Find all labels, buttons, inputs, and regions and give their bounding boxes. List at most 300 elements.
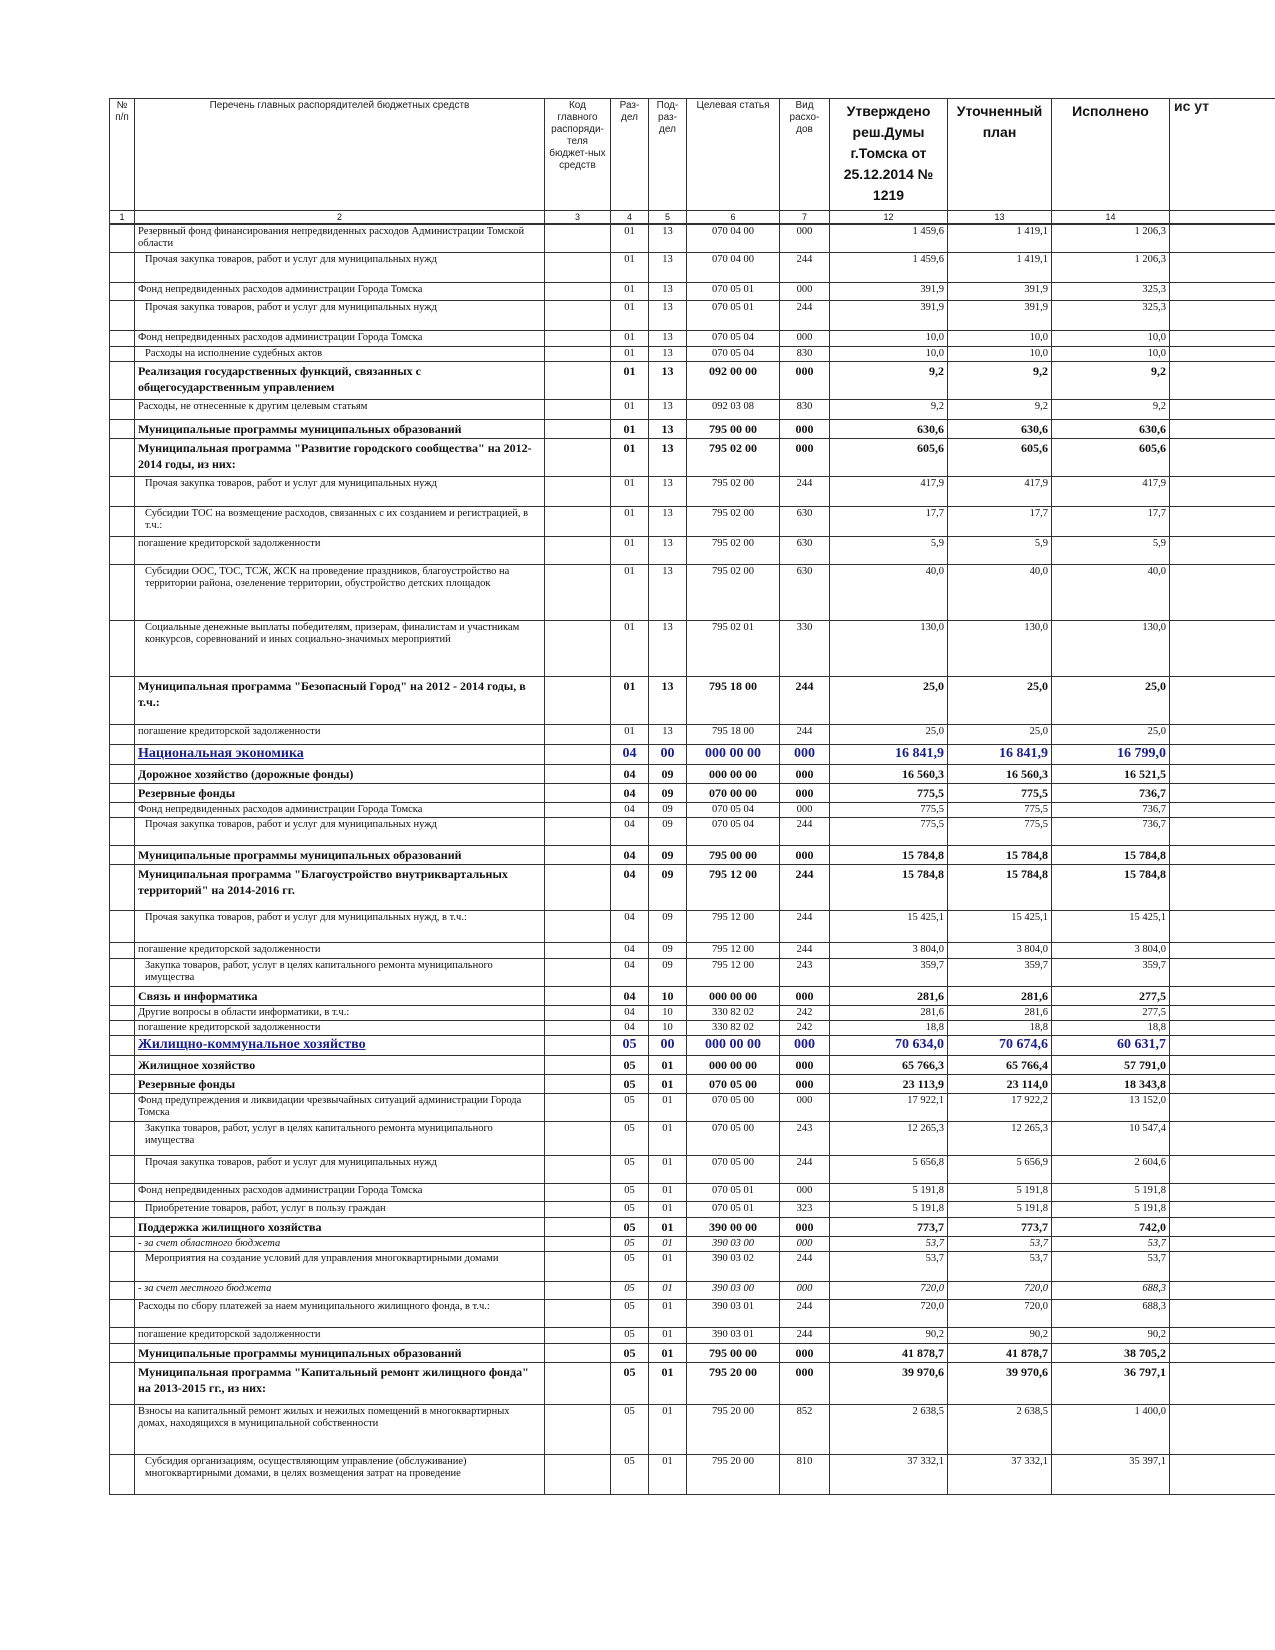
header-cut: ис ут: [1170, 99, 1275, 211]
row-target: 795 20 00: [687, 1404, 780, 1454]
row-vid: 243: [780, 1121, 830, 1155]
row-approved: 17,7: [830, 506, 948, 536]
row-refined: 359,7: [948, 958, 1052, 986]
row-podrazdel: 09: [649, 764, 687, 783]
row-num: [110, 506, 135, 536]
row-num: [110, 744, 135, 764]
header-vid: Вид расхо-дов: [780, 99, 830, 211]
budget-execution-table: [109, 98, 1275, 1495]
row-num: [110, 1327, 135, 1343]
table-row: [110, 783, 1275, 802]
row-target: 092 00 00: [687, 361, 780, 399]
row-approved: 5 191,8: [830, 1183, 948, 1201]
row-code: [545, 330, 611, 346]
row-num: [110, 1155, 135, 1183]
row-cut: [1170, 802, 1275, 817]
row-podrazdel: 01: [649, 1121, 687, 1155]
row-approved: 15 784,8: [830, 845, 948, 864]
row-refined: 39 970,6: [948, 1362, 1052, 1404]
row-executed: 10,0: [1052, 346, 1170, 361]
row-code: [545, 1074, 611, 1093]
row-refined: 5 191,8: [948, 1183, 1052, 1201]
row-vid: 852: [780, 1404, 830, 1454]
row-num: [110, 1217, 135, 1236]
row-vid: 000: [780, 1074, 830, 1093]
row-name: Связь и информатика: [135, 986, 545, 1005]
row-refined: 16 560,3: [948, 764, 1052, 783]
row-cut: [1170, 958, 1275, 986]
row-num: [110, 1201, 135, 1217]
row-podrazdel: 13: [649, 564, 687, 620]
row-razdel: 01: [611, 419, 649, 438]
row-num: [110, 300, 135, 330]
row-code: [545, 1362, 611, 1404]
row-podrazdel: 00: [649, 744, 687, 764]
table-row: [110, 724, 1275, 744]
row-podrazdel: 13: [649, 252, 687, 282]
table-row: [110, 1454, 1275, 1494]
row-target: 795 20 00: [687, 1454, 780, 1494]
row-code: [545, 506, 611, 536]
row-cut: [1170, 224, 1275, 252]
row-code: [545, 802, 611, 817]
row-executed: 13 152,0: [1052, 1093, 1170, 1121]
row-approved: 5 191,8: [830, 1201, 948, 1217]
row-code: [545, 1093, 611, 1121]
row-executed: 53,7: [1052, 1251, 1170, 1281]
row-executed: 10,0: [1052, 330, 1170, 346]
row-name: Субсидия организациям, осуществляющим управление (обслуживание) многоквартирными домами, в целях возмещения затрат на проведение: [135, 1454, 545, 1494]
row-name: Резервные фонды: [135, 783, 545, 802]
row-refined: 5,9: [948, 536, 1052, 564]
row-target: 795 02 00: [687, 564, 780, 620]
colnum: 2: [135, 211, 545, 225]
row-vid: 242: [780, 1020, 830, 1035]
table-row: [110, 399, 1275, 419]
row-code: [545, 361, 611, 399]
row-refined: 630,6: [948, 419, 1052, 438]
row-code: [545, 1404, 611, 1454]
row-cut: [1170, 620, 1275, 676]
row-code: [545, 1121, 611, 1155]
row-cut: [1170, 864, 1275, 910]
row-target: 070 05 01: [687, 282, 780, 300]
row-podrazdel: 01: [649, 1236, 687, 1251]
row-code: [545, 817, 611, 845]
header-executed: Исполнено: [1052, 99, 1170, 211]
row-refined: 25,0: [948, 724, 1052, 744]
row-executed: 742,0: [1052, 1217, 1170, 1236]
row-vid: 000: [780, 282, 830, 300]
row-podrazdel: 01: [649, 1404, 687, 1454]
row-name: Социальные денежные выплаты победителям, призерам, финалистам и участникам конкурсов, соревнований и иных социально-значимых мероприятий: [135, 620, 545, 676]
row-cut: [1170, 506, 1275, 536]
row-code: [545, 1183, 611, 1201]
table-row: [110, 744, 1275, 764]
row-code: [545, 1281, 611, 1299]
table-row: [110, 1362, 1275, 1404]
row-razdel: 04: [611, 802, 649, 817]
row-podrazdel: 13: [649, 536, 687, 564]
row-podrazdel: 09: [649, 845, 687, 864]
row-podrazdel: 13: [649, 330, 687, 346]
row-razdel: 05: [611, 1074, 649, 1093]
row-podrazdel: 01: [649, 1093, 687, 1121]
row-refined: 53,7: [948, 1251, 1052, 1281]
row-code: [545, 764, 611, 783]
row-code: [545, 942, 611, 958]
row-vid: 244: [780, 817, 830, 845]
row-target: 390 00 00: [687, 1217, 780, 1236]
row-razdel: 04: [611, 864, 649, 910]
row-refined: 1 419,1: [948, 252, 1052, 282]
row-approved: 359,7: [830, 958, 948, 986]
row-approved: 37 332,1: [830, 1454, 948, 1494]
row-cut: [1170, 1005, 1275, 1020]
row-approved: 3 804,0: [830, 942, 948, 958]
row-target: 070 05 01: [687, 1183, 780, 1201]
row-approved: 16 841,9: [830, 744, 948, 764]
row-vid: 830: [780, 346, 830, 361]
row-approved: 10,0: [830, 330, 948, 346]
row-cut: [1170, 910, 1275, 942]
row-cut: [1170, 764, 1275, 783]
row-cut: [1170, 1093, 1275, 1121]
row-executed: 359,7: [1052, 958, 1170, 986]
row-approved: 5,9: [830, 536, 948, 564]
row-vid: 000: [780, 744, 830, 764]
table-row: [110, 1183, 1275, 1201]
row-approved: 775,5: [830, 817, 948, 845]
table-row: [110, 676, 1275, 724]
row-razdel: 05: [611, 1055, 649, 1074]
table-row: [110, 1236, 1275, 1251]
row-name: Муниципальные программы муниципальных образований: [135, 419, 545, 438]
row-podrazdel: 13: [649, 476, 687, 506]
row-num: [110, 224, 135, 252]
row-target: 070 00 00: [687, 783, 780, 802]
row-num: [110, 676, 135, 724]
row-num: [110, 1035, 135, 1055]
row-target: 795 20 00: [687, 1362, 780, 1404]
row-name: Муниципальные программы муниципальных образований: [135, 1343, 545, 1362]
row-podrazdel: 13: [649, 724, 687, 744]
row-code: [545, 845, 611, 864]
row-code: [545, 1299, 611, 1327]
table-row: [110, 282, 1275, 300]
table-row: [110, 802, 1275, 817]
row-name: Прочая закупка товаров, работ и услуг для муниципальных нужд: [135, 817, 545, 845]
row-executed: 18,8: [1052, 1020, 1170, 1035]
row-refined: 1 419,1: [948, 224, 1052, 252]
row-cut: [1170, 1020, 1275, 1035]
row-cut: [1170, 1454, 1275, 1494]
row-vid: 244: [780, 910, 830, 942]
row-name: Взносы на капитальный ремонт жилых и нежилых помещений в многоквартирных домах, находящихся в муниципальной собственности: [135, 1404, 545, 1454]
table-row: [110, 1217, 1275, 1236]
row-podrazdel: 09: [649, 910, 687, 942]
row-code: [545, 676, 611, 724]
row-razdel: 05: [611, 1362, 649, 1404]
row-name: Жилищно-коммунальное хозяйство: [135, 1035, 545, 1055]
row-num: [110, 1404, 135, 1454]
row-razdel: 05: [611, 1217, 649, 1236]
row-code: [545, 252, 611, 282]
row-vid: 000: [780, 1217, 830, 1236]
row-cut: [1170, 1362, 1275, 1404]
row-approved: 605,6: [830, 438, 948, 476]
table-row: [110, 438, 1275, 476]
colnum: 6: [687, 211, 780, 225]
row-name: Муниципальная программа "Благоустройство внутриквартальных территорий" на 2014-2016 гг.: [135, 864, 545, 910]
row-name: Дорожное хозяйство (дорожные фонды): [135, 764, 545, 783]
row-approved: 391,9: [830, 282, 948, 300]
row-target: 390 03 00: [687, 1281, 780, 1299]
row-name: погашение кредиторской задолженности: [135, 1020, 545, 1035]
row-cut: [1170, 783, 1275, 802]
row-podrazdel: 10: [649, 1005, 687, 1020]
row-podrazdel: 01: [649, 1217, 687, 1236]
row-num: [110, 1343, 135, 1362]
row-vid: 000: [780, 1183, 830, 1201]
table-row: [110, 764, 1275, 783]
row-approved: 12 265,3: [830, 1121, 948, 1155]
row-approved: 17 922,1: [830, 1093, 948, 1121]
row-target: 000 00 00: [687, 986, 780, 1005]
row-num: [110, 620, 135, 676]
row-cut: [1170, 1343, 1275, 1362]
row-razdel: 05: [611, 1343, 649, 1362]
row-refined: 18,8: [948, 1020, 1052, 1035]
row-refined: 2 638,5: [948, 1404, 1052, 1454]
row-num: [110, 724, 135, 744]
row-target: 795 02 00: [687, 476, 780, 506]
row-target: 390 03 00: [687, 1236, 780, 1251]
colnum: [1170, 211, 1275, 225]
row-target: 070 05 01: [687, 1201, 780, 1217]
header-approved: Утверждено реш.Думы г.Томска от 25.12.2014 № 1219: [830, 99, 948, 211]
row-cut: [1170, 724, 1275, 744]
row-refined: 90,2: [948, 1327, 1052, 1343]
row-razdel: 05: [611, 1454, 649, 1494]
row-podrazdel: 01: [649, 1362, 687, 1404]
row-approved: 41 878,7: [830, 1343, 948, 1362]
row-num: [110, 910, 135, 942]
row-executed: 1 206,3: [1052, 224, 1170, 252]
row-podrazdel: 09: [649, 817, 687, 845]
row-cut: [1170, 476, 1275, 506]
budget-table-sheet: [109, 98, 1275, 1650]
row-name: Прочая закупка товаров, работ и услуг для муниципальных нужд: [135, 252, 545, 282]
row-refined: 15 784,8: [948, 845, 1052, 864]
row-target: 070 05 04: [687, 330, 780, 346]
row-num: [110, 1074, 135, 1093]
row-podrazdel: 09: [649, 864, 687, 910]
row-code: [545, 1236, 611, 1251]
row-approved: 2 638,5: [830, 1404, 948, 1454]
row-podrazdel: 13: [649, 438, 687, 476]
row-podrazdel: 13: [649, 620, 687, 676]
row-refined: 17,7: [948, 506, 1052, 536]
table-row: [110, 958, 1275, 986]
row-executed: 90,2: [1052, 1327, 1170, 1343]
row-refined: 5 191,8: [948, 1201, 1052, 1217]
row-executed: 16 521,5: [1052, 764, 1170, 783]
row-code: [545, 564, 611, 620]
row-cut: [1170, 1155, 1275, 1183]
row-executed: 736,7: [1052, 783, 1170, 802]
row-razdel: 05: [611, 1404, 649, 1454]
row-razdel: 05: [611, 1251, 649, 1281]
row-target: 795 12 00: [687, 910, 780, 942]
row-target: 070 05 01: [687, 300, 780, 330]
row-podrazdel: 13: [649, 300, 687, 330]
row-razdel: 05: [611, 1093, 649, 1121]
row-target: 000 00 00: [687, 1035, 780, 1055]
row-vid: 000: [780, 1281, 830, 1299]
row-podrazdel: 13: [649, 399, 687, 419]
row-num: [110, 1251, 135, 1281]
table-row: [110, 942, 1275, 958]
row-executed: 5 191,8: [1052, 1201, 1170, 1217]
row-executed: 53,7: [1052, 1236, 1170, 1251]
row-vid: 000: [780, 1362, 830, 1404]
row-executed: 736,7: [1052, 817, 1170, 845]
row-razdel: 01: [611, 536, 649, 564]
table-row: [110, 1074, 1275, 1093]
row-vid: 244: [780, 676, 830, 724]
row-podrazdel: 09: [649, 783, 687, 802]
row-cut: [1170, 252, 1275, 282]
row-code: [545, 910, 611, 942]
row-num: [110, 802, 135, 817]
row-approved: 1 459,6: [830, 224, 948, 252]
row-podrazdel: 01: [649, 1201, 687, 1217]
row-name: Приобретение товаров, работ, услуг в пользу граждан: [135, 1201, 545, 1217]
row-name: Прочая закупка товаров, работ и услуг для муниципальных нужд: [135, 476, 545, 506]
row-razdel: 05: [611, 1121, 649, 1155]
row-num: [110, 1055, 135, 1074]
table-header-row: [110, 99, 1275, 211]
row-refined: 17 922,2: [948, 1093, 1052, 1121]
table-body: [110, 224, 1275, 1494]
row-cut: [1170, 676, 1275, 724]
row-refined: 41 878,7: [948, 1343, 1052, 1362]
row-name: погашение кредиторской задолженности: [135, 942, 545, 958]
row-target: 000 00 00: [687, 744, 780, 764]
row-approved: 391,9: [830, 300, 948, 330]
row-razdel: 01: [611, 724, 649, 744]
header-target: Целевая статья: [687, 99, 780, 211]
row-num: [110, 1236, 135, 1251]
row-executed: 15 425,1: [1052, 910, 1170, 942]
row-target: 070 04 00: [687, 252, 780, 282]
row-razdel: 01: [611, 330, 649, 346]
row-approved: 16 560,3: [830, 764, 948, 783]
row-vid: 244: [780, 1299, 830, 1327]
row-razdel: 01: [611, 620, 649, 676]
row-cut: [1170, 399, 1275, 419]
row-name: Мероприятия на создание условий для управления многоквартирными домами: [135, 1251, 545, 1281]
row-refined: 3 804,0: [948, 942, 1052, 958]
row-cut: [1170, 1281, 1275, 1299]
row-podrazdel: 13: [649, 676, 687, 724]
row-code: [545, 300, 611, 330]
row-code: [545, 1155, 611, 1183]
row-refined: 130,0: [948, 620, 1052, 676]
row-executed: 25,0: [1052, 724, 1170, 744]
row-approved: 18,8: [830, 1020, 948, 1035]
row-approved: 53,7: [830, 1251, 948, 1281]
row-podrazdel: 01: [649, 1454, 687, 1494]
row-cut: [1170, 986, 1275, 1005]
row-target: 070 05 04: [687, 346, 780, 361]
row-cut: [1170, 330, 1275, 346]
table-row: [110, 361, 1275, 399]
row-executed: 5,9: [1052, 536, 1170, 564]
row-num: [110, 399, 135, 419]
row-code: [545, 346, 611, 361]
row-razdel: 04: [611, 744, 649, 764]
row-target: 000 00 00: [687, 1055, 780, 1074]
row-executed: 2 604,6: [1052, 1155, 1170, 1183]
table-row: [110, 1020, 1275, 1035]
row-target: 795 00 00: [687, 419, 780, 438]
row-num: [110, 864, 135, 910]
row-target: 795 18 00: [687, 724, 780, 744]
row-code: [545, 1251, 611, 1281]
row-podrazdel: 13: [649, 361, 687, 399]
row-refined: 773,7: [948, 1217, 1052, 1236]
row-razdel: 01: [611, 252, 649, 282]
row-executed: 25,0: [1052, 676, 1170, 724]
row-executed: 60 631,7: [1052, 1035, 1170, 1055]
row-executed: 17,7: [1052, 506, 1170, 536]
row-target: 390 03 02: [687, 1251, 780, 1281]
row-name: Субсидии ТОС на возмещение расходов, связанных с их созданием и регистрацией, в т.ч.:: [135, 506, 545, 536]
row-cut: [1170, 1074, 1275, 1093]
row-cut: [1170, 1236, 1275, 1251]
table-row: [110, 817, 1275, 845]
row-num: [110, 361, 135, 399]
row-code: [545, 1005, 611, 1020]
row-approved: 53,7: [830, 1236, 948, 1251]
row-executed: 3 804,0: [1052, 942, 1170, 958]
row-num: [110, 1454, 135, 1494]
table-row: [110, 252, 1275, 282]
row-name: Жилищное хозяйство: [135, 1055, 545, 1074]
table-row: [110, 476, 1275, 506]
row-refined: 281,6: [948, 986, 1052, 1005]
row-code: [545, 419, 611, 438]
row-approved: 9,2: [830, 361, 948, 399]
row-razdel: 04: [611, 910, 649, 942]
row-podrazdel: 09: [649, 802, 687, 817]
row-approved: 90,2: [830, 1327, 948, 1343]
row-approved: 15 425,1: [830, 910, 948, 942]
row-vid: 244: [780, 1155, 830, 1183]
row-cut: [1170, 1327, 1275, 1343]
row-razdel: 04: [611, 845, 649, 864]
header-razdel: Раз-дел: [611, 99, 649, 211]
row-razdel: 01: [611, 506, 649, 536]
row-vid: 810: [780, 1454, 830, 1494]
row-podrazdel: 01: [649, 1055, 687, 1074]
row-approved: 720,0: [830, 1281, 948, 1299]
row-cut: [1170, 346, 1275, 361]
row-cut: [1170, 282, 1275, 300]
row-vid: 000: [780, 361, 830, 399]
